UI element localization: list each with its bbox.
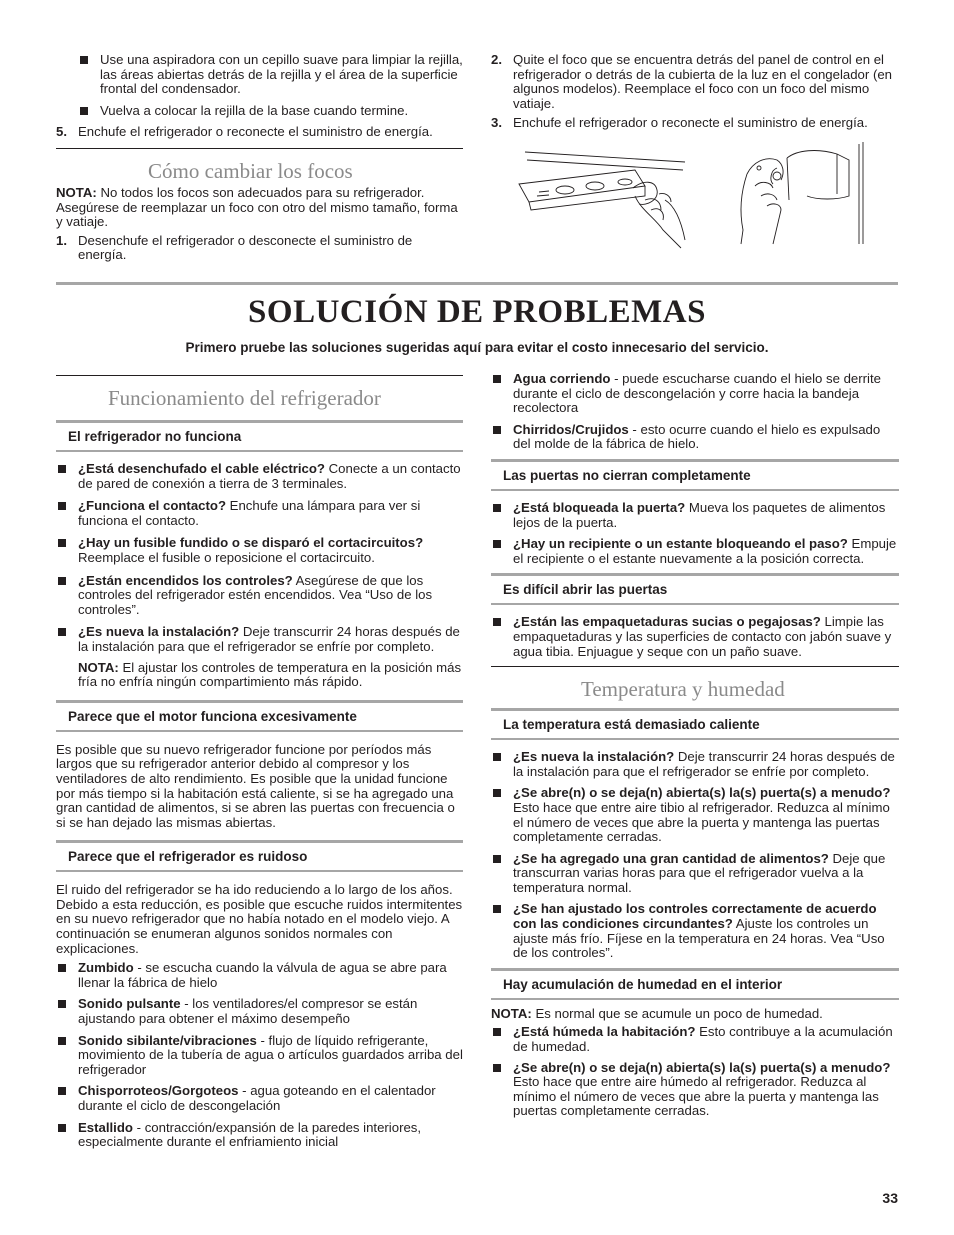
list-item-answer: Deje transcurrir 24 horas después de la instalación para que el refrigerador se enfríe por completo. <box>78 624 460 654</box>
step-5: 5. Enchufe el refrigerador o reconecte el suministro de energía. <box>56 124 433 140</box>
list-item-answer: Esto hace que entre aire húmedo al refrigerador. Reduzca al mínimo el número de veces que abre la puerta y mantenga las puertas completamente cerradas. <box>513 1074 879 1119</box>
list-item <box>491 537 899 566</box>
list-item-answer: - esto ocurre cuando el hielo es expulsado del molde de la fábrica de hielo. <box>513 421 881 452</box>
no-funciona-list <box>56 462 463 655</box>
subsection-band: Parece que el refrigerador es ruidoso <box>56 840 463 872</box>
ruidos-list <box>56 961 463 1150</box>
note: NOTA: El ajustar los controles de temperatura en la posición más fría no enfría ningún compartimiento más rápido. <box>78 659 462 690</box>
list-item <box>491 423 899 452</box>
list-item <box>56 536 463 565</box>
title-rule <box>56 282 898 285</box>
list-item-question: ¿Es nueva la instalación? <box>513 749 675 765</box>
list-item-question: ¿Están las empaquetaduras sucias o pegajosas? <box>513 614 821 630</box>
list-item-answer: Reemplace el fusible o reposicione el cortacircuito. <box>78 549 375 565</box>
section-heading-focos: Cómo cambiar los focos <box>148 158 353 183</box>
list-item-answer: Mueva los paquetes de alimentos lejos de la puerta. <box>513 499 886 530</box>
list-item-question: Chirridos/Crujidos <box>513 421 629 437</box>
list-item <box>56 961 463 990</box>
subsection-band: Las puertas no cierran completamente <box>491 459 899 491</box>
step-3: 3. Enchufe el refrigerador o reconecte el suministro de energía. <box>491 115 868 131</box>
ruidos-list-continued <box>491 372 899 452</box>
page-title: SOLUCIÓN DE PROBLEMAS <box>248 294 706 330</box>
list-item-question: ¿Está húmeda la habitación? <box>513 1024 696 1040</box>
list-item-answer: - se escucha cuando la válvula de agua se abre para llenar la fábrica de hielo <box>78 960 447 990</box>
list-item: Vuelva a colocar la rejilla de la base cuando termine. <box>78 104 463 119</box>
list-item-answer: - puede escucharse cuando el hielo se derrite durante el ciclo de descongelación y corre hacia la bandeja recolectora <box>513 371 881 416</box>
list-item-question: ¿Está desenchufado el cable eléctrico? <box>78 461 325 476</box>
list-item <box>491 1025 899 1054</box>
list-item-question: ¿Es nueva la instalación? <box>78 624 240 640</box>
list-item-answer: - contracción/expansión de la paredes interiores, especialmente durante el enfriamiento inicial <box>78 1119 422 1150</box>
list-item-answer: Ajuste los controles un ajuste más frío. Fíjese en la temperatura en 24 horas. Vea “Uso de los controles”. <box>513 916 885 961</box>
divider <box>56 375 463 376</box>
list-item <box>56 1034 463 1078</box>
list-item-answer: Deje transcurrir 24 horas después de la instalación para que el refrigerador se enfríe por completo. <box>513 749 895 779</box>
subsection-band: Es difícil abrir las puertas <box>491 573 899 605</box>
intro-text: Primero pruebe las soluciones sugeridas aquí para evitar el costo innecesario del servicio. <box>185 340 769 355</box>
list-item: Use una aspiradora con un cepillo suave para limpiar la rejilla, las áreas abiertas detrás de la rejilla y el área de la superficie frontal del condensador. <box>78 53 463 97</box>
section-heading-funcionamiento: Funcionamiento del refrigerador <box>108 386 381 410</box>
list-item <box>491 750 899 779</box>
top-right-column <box>491 53 899 131</box>
list-item-question: ¿Está bloqueada la puerta? <box>513 499 686 515</box>
list-item-question: Zumbido <box>78 960 134 976</box>
list-item-answer: Enchufe una lámpara para ver si funciona el contacto. <box>78 498 421 528</box>
list-item-question: ¿Se han ajustado los controles correctamente de acuerdo con las condiciones circundantes? <box>513 901 877 932</box>
puertas-list <box>491 501 899 566</box>
list-item-question: ¿Se abre(n) o se deja(n) abierta(s) la(s) puerta(s) a menudo? <box>513 1059 891 1075</box>
list-item <box>56 462 463 491</box>
list-item-question: ¿Están encendidos los controles? <box>78 572 293 588</box>
right-main-column <box>491 372 899 1125</box>
list-item-question: ¿Hay un recipiente o un estante bloqueando el paso? <box>513 536 848 552</box>
note: NOTA: Es normal que se acumule un poco de humedad. <box>491 1005 823 1021</box>
section-heading-temperatura: Temperatura y humedad <box>581 677 785 702</box>
step-1: 1. Desenchufe el refrigerador o desconecte el suministro de energía. <box>56 232 413 263</box>
list-item <box>56 499 463 528</box>
list-item <box>56 1084 463 1113</box>
list-item-answer: - los ventiladores/el compresor se están ajustando para obtener el máximo desempeño <box>78 996 418 1027</box>
humedad-list <box>491 1025 899 1119</box>
list-item-answer: - flujo de líquido refrigerante, movimiento de la tubería de agua o artículos guardados arriba del refrigerador <box>78 1032 463 1077</box>
list-item-answer: Deje que transcurran varias horas para que el refrigerador vuelva a la temperatura normal. <box>513 850 886 895</box>
step-2: 2. Quite el foco que se encuentra detrás del panel de control en el refrigerador o detrás de la cubierta de la luz en el congelador (en algunos modelos). Reemplace el foco con un foco del mismo vatiaje. <box>491 52 893 111</box>
list-item <box>491 786 899 844</box>
page-number: 33 <box>882 1190 898 1206</box>
list-item <box>56 625 463 654</box>
bulb-control-panel-illustration <box>515 140 695 250</box>
divider <box>56 148 463 149</box>
subsection-band: La temperatura está demasiado caliente <box>491 708 899 740</box>
list-item <box>56 997 463 1026</box>
list-item <box>491 615 899 659</box>
caliente-list <box>491 750 899 961</box>
list-item <box>491 902 899 960</box>
dificil-list <box>491 615 899 659</box>
list-item-question: ¿Se abre(n) o se deja(n) abierta(s) la(s) puerta(s) a menudo? <box>513 785 891 801</box>
list-item <box>491 1061 899 1119</box>
subsection-band: Parece que el motor funciona excesivamente <box>56 700 463 732</box>
list-item-question: Estallido <box>78 1119 133 1135</box>
bulb-freezer-light-illustration <box>737 140 872 246</box>
list-item-answer: Esto hace que entre aire tibio al refrigerador. Reduzca al mínimo el número de veces que abre la puerta y mantenga las puertas completamente cerradas. <box>513 799 890 845</box>
subsection-band: Hay acumulación de humedad en el interior <box>491 968 899 1000</box>
list-item-answer: Empuje el recipiente o el estante nuevamente a la posición correcta. <box>513 536 897 566</box>
list-item-answer: Esto contribuye a la acumulación de humedad. <box>513 1024 893 1055</box>
paragraph: El ruido del refrigerador se ha ido reduciendo a lo largo de los años. Debido a esta reducción, es posible que escuche ruidos intermitentes en su nuevo refrigerador que no había notado en el modelo viejo. A continuación se enumeran algunos sonidos normales con explicaciones. <box>56 882 463 956</box>
list-item-question: Sonido sibilante/vibraciones <box>78 1032 257 1048</box>
list-item-question: ¿Hay un fusible fundido o se disparó el cortacircuitos? <box>78 535 424 551</box>
list-item-question: ¿Se ha agregado una gran cantidad de alimentos? <box>513 850 829 866</box>
top-left-column <box>56 53 463 263</box>
list-item-answer: Asegúrese de que los controles del refrigerador estén encendidos. Vea “Uso de los controles”. <box>78 572 433 617</box>
list-item <box>491 852 899 896</box>
note: NOTA: No todos los focos son adecuados para su refrigerador. Asegúrese de reemplazar un foco con otro del mismo tamaño, forma y vatiaje. <box>56 184 458 230</box>
paragraph: Es posible que su nuevo refrigerador funcione por períodos más largos que su refrigerador anterior debido al compresor y los ventiladores de alto rendimiento. Es posible que la unidad funcione por más tiempo si la habitación está caliente, si se ha agregado una gran cantidad de alimentos, si se abren las puertas con frecuencia o si se han dejado las mismas abiertas. <box>56 741 455 830</box>
list-item <box>56 1121 463 1150</box>
list-item-question: Chisporroteos/Gorgoteos <box>78 1083 239 1099</box>
list-item-question: Sonido pulsante <box>78 996 181 1012</box>
list-item-answer: Limpie las empaquetaduras y las superficies de contacto con jabón suave y agua tibia. Enjuague y seque con un paño suave. <box>513 614 892 659</box>
list-item-answer: - agua goteando en el calentador durante el ciclo de descongelación <box>78 1083 436 1113</box>
list-item <box>56 574 463 618</box>
list-item-question: ¿Funciona el contacto? <box>78 498 226 514</box>
list-item <box>491 372 899 416</box>
list-item-answer: Conecte a un contacto de pared de conexión a tierra de 3 terminales. <box>78 461 461 491</box>
list-item-question: Agua corriendo <box>513 371 611 386</box>
divider <box>491 666 899 667</box>
left-main-column <box>56 375 463 1157</box>
subsection-band: El refrigerador no funciona <box>56 420 463 452</box>
list-item <box>491 501 899 530</box>
